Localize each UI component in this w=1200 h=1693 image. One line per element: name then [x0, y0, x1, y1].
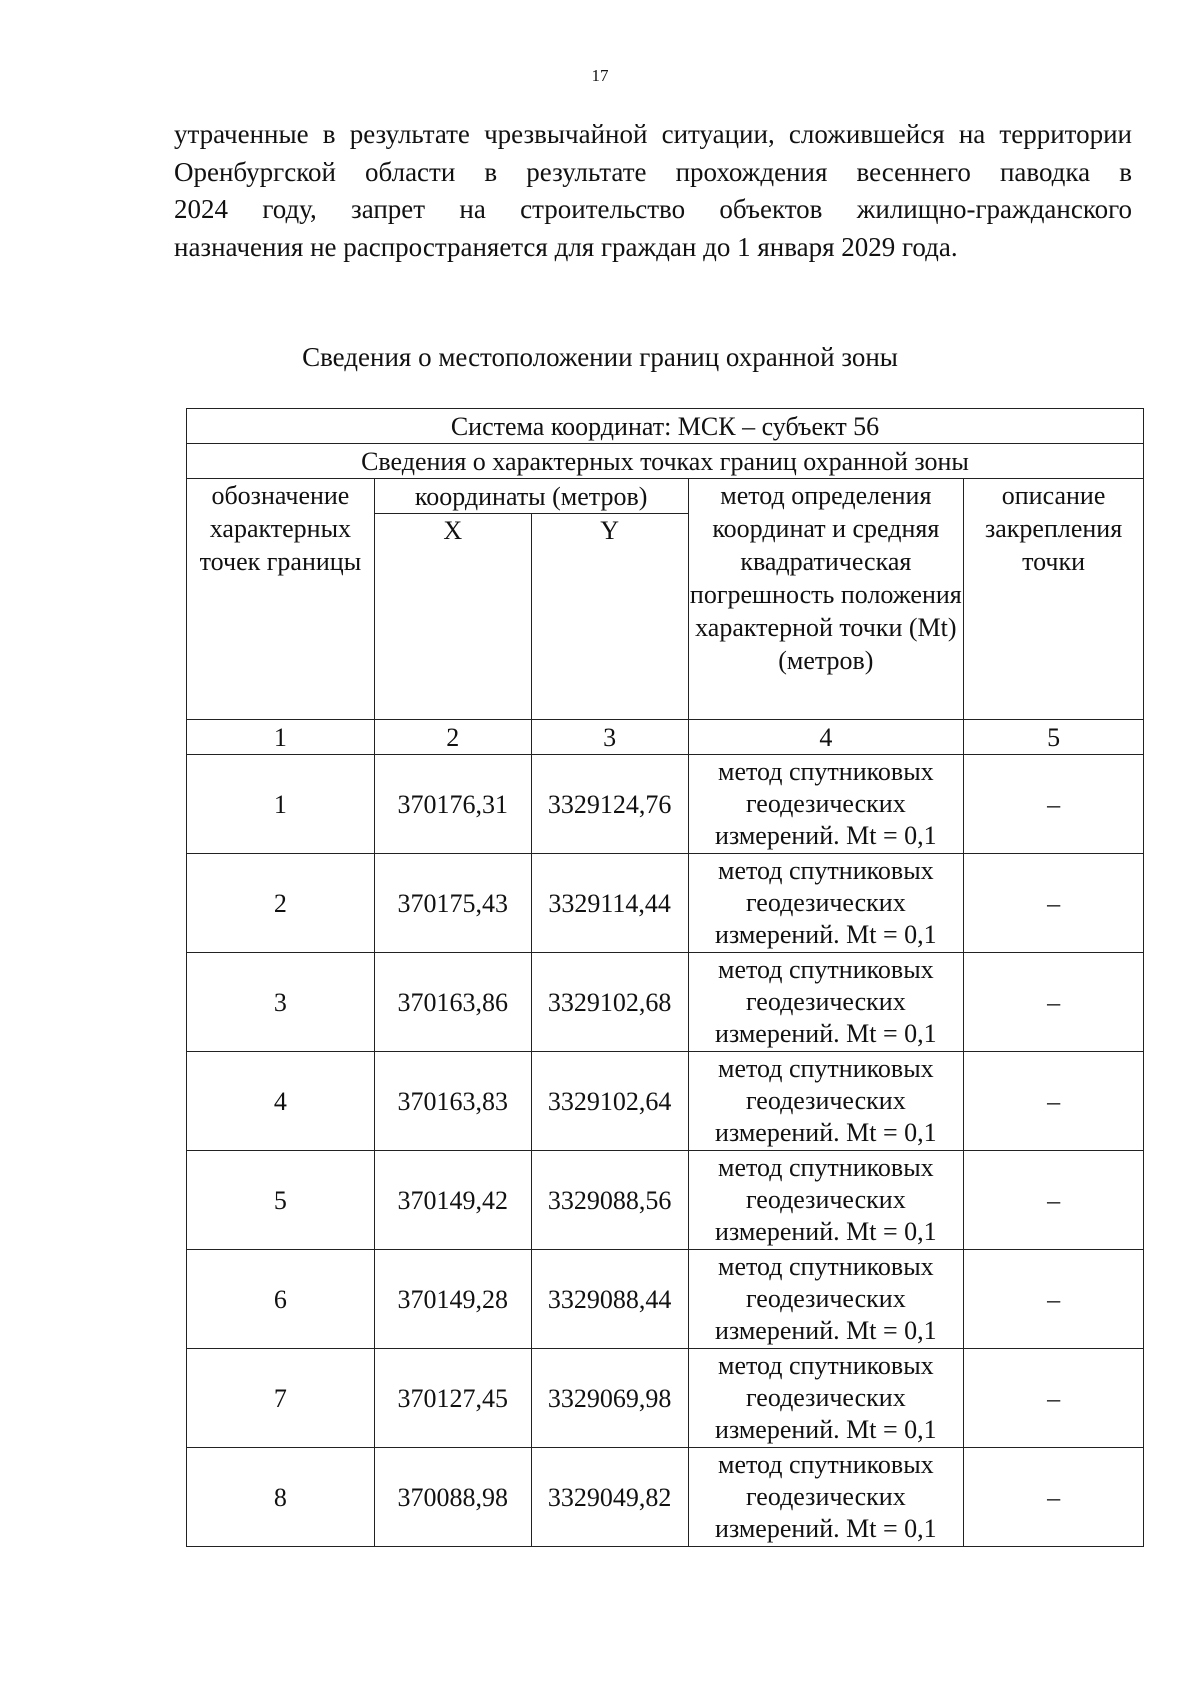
point-cell: 5 [187, 1151, 375, 1250]
description-cell: – [964, 1349, 1144, 1448]
point-cell: 8 [187, 1448, 375, 1547]
point-cell: 1 [187, 755, 375, 854]
body-paragraph [174, 116, 1132, 266]
paragraph-line: утраченные в результате чрезвычайной ситуации, сложившейся на территории [174, 119, 1132, 149]
column-number: 1 [187, 720, 375, 755]
description-cell: – [964, 854, 1144, 953]
description-cell: – [964, 953, 1144, 1052]
method-cell: метод спутниковых геодезических измерений. Mt = 0,1 [688, 1250, 964, 1349]
description-cell: – [964, 1151, 1144, 1250]
page-number: 17 [591, 66, 609, 85]
x-coordinate-cell: 370175,43 [374, 854, 531, 953]
y-coordinate-cell: 3329049,82 [531, 1448, 688, 1547]
table-row [187, 1151, 1144, 1250]
column-number: 2 [374, 720, 531, 755]
y-coordinate-cell: 3329124,76 [531, 755, 688, 854]
table-row [187, 1349, 1144, 1448]
point-cell: 3 [187, 953, 375, 1052]
column-number: 4 [688, 720, 964, 755]
x-coordinate-cell: 370149,28 [374, 1250, 531, 1349]
col-coordinates-header: координаты (метров) [374, 479, 688, 514]
table-row [187, 1052, 1144, 1151]
method-cell: метод спутниковых геодезических измерений. Mt = 0,1 [688, 755, 964, 854]
column-number: 5 [964, 720, 1144, 755]
y-coordinate-cell: 3329102,64 [531, 1052, 688, 1151]
table-row [187, 953, 1144, 1052]
table-row [187, 1448, 1144, 1547]
y-coordinate-cell: 3329088,44 [531, 1250, 688, 1349]
x-coordinate-cell: 370088,98 [374, 1448, 531, 1547]
x-coordinate-cell: 370127,45 [374, 1349, 531, 1448]
table-title: Сведения о местоположении границ охранной зоны [302, 342, 898, 372]
col-y-header: Y [531, 514, 688, 720]
y-coordinate-cell: 3329114,44 [531, 854, 688, 953]
col-designation-header: обозначение характерных точек границы [187, 479, 375, 720]
y-coordinate-cell: 3329102,68 [531, 953, 688, 1052]
method-cell: метод спутниковых геодезических измерений. Mt = 0,1 [688, 1052, 964, 1151]
x-coordinate-cell: 370163,83 [374, 1052, 531, 1151]
point-cell: 4 [187, 1052, 375, 1151]
points-header: Сведения о характерных точках границ охранной зоны [187, 444, 1144, 479]
column-number: 3 [531, 720, 688, 755]
x-coordinate-cell: 370176,31 [374, 755, 531, 854]
col-description-header: описание закрепления точки [964, 479, 1144, 720]
x-coordinate-cell: 370163,86 [374, 953, 531, 1052]
x-coordinate-cell: 370149,42 [374, 1151, 531, 1250]
method-cell: метод спутниковых геодезических измерений. Mt = 0,1 [688, 1151, 964, 1250]
method-cell: метод спутниковых геодезических измерений. Mt = 0,1 [688, 953, 964, 1052]
col-x-header: X [374, 514, 531, 720]
method-cell: метод спутниковых геодезических измерений. Mt = 0,1 [688, 854, 964, 953]
table-row [187, 854, 1144, 953]
point-cell: 2 [187, 854, 375, 953]
y-coordinate-cell: 3329088,56 [531, 1151, 688, 1250]
boundary-points-table [186, 408, 1144, 1547]
table-row [187, 1250, 1144, 1349]
col-method-header: метод определения координат и средняя квадратическая погрешность положения характерной точки (Mt) (метров) [688, 479, 964, 720]
y-coordinate-cell: 3329069,98 [531, 1349, 688, 1448]
paragraph-line: Оренбургской области в результате прохождения весеннего паводка в [174, 156, 1132, 187]
paragraph-line: назначения не распространяется для граждан до 1 января 2029 года. [174, 231, 958, 262]
description-cell: – [964, 755, 1144, 854]
method-cell: метод спутниковых геодезических измерений. Mt = 0,1 [688, 1349, 964, 1448]
point-cell: 7 [187, 1349, 375, 1448]
description-cell: – [964, 1250, 1144, 1349]
table-row [187, 755, 1144, 854]
coordinate-system-header: Система координат: МСК – субъект 56 [187, 409, 1144, 444]
point-cell: 6 [187, 1250, 375, 1349]
paragraph-line: 2024 году, запрет на строительство объектов жилищно-гражданского [174, 194, 1132, 224]
method-cell: метод спутниковых геодезических измерений. Mt = 0,1 [688, 1448, 964, 1547]
description-cell: – [964, 1052, 1144, 1151]
description-cell: – [964, 1448, 1144, 1547]
